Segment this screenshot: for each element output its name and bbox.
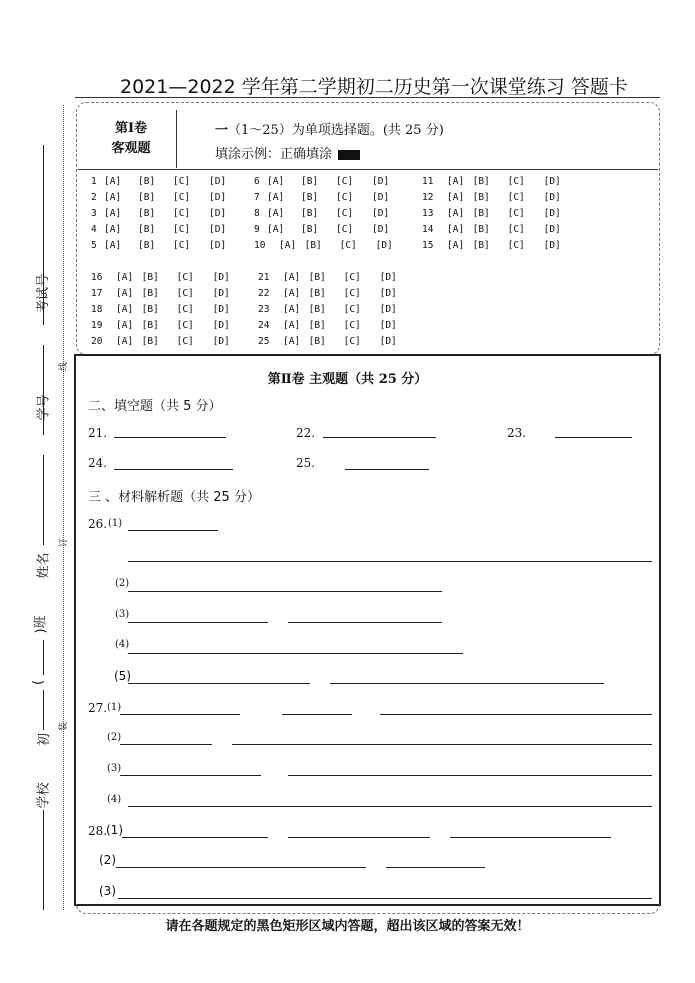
q27-sub4-label: (4) — [107, 794, 122, 805]
mc-option-bubble-c[interactable]: [C] — [507, 176, 525, 187]
mc-question-number: 17 — [91, 288, 103, 299]
exam-no-label: 考试号 — [36, 273, 52, 314]
mc-option-bubble-a[interactable]: [A] — [104, 192, 122, 203]
mc-option-bubble-a[interactable]: [A] — [283, 304, 301, 315]
mc-option-bubble-c[interactable]: [C] — [343, 272, 361, 283]
mc-option-bubble-d[interactable]: [D] — [212, 288, 230, 299]
q23-answer-line[interactable] — [555, 437, 632, 438]
fill-example — [215, 143, 360, 162]
mc-option-bubble-a[interactable]: [A] — [116, 288, 134, 299]
mc-option-bubble-a[interactable]: [A] — [283, 288, 301, 299]
q27-sub2-line-b[interactable] — [232, 744, 652, 745]
mc-option-bubble-b[interactable]: [B] — [141, 336, 159, 347]
footer-notice: 请在各题规定的黑色矩形区域内答题，超出该区域的答案无效！ — [165, 919, 530, 934]
q26-sub3-line-b[interactable] — [288, 622, 442, 623]
mc-option-bubble-b[interactable]: [B] — [138, 240, 156, 251]
mc-option-bubble-b[interactable]: [B] — [308, 336, 326, 347]
mc-question-number: 10 — [254, 240, 266, 251]
mc-question-number: 18 — [91, 304, 103, 315]
mc-question-number: 2 — [91, 192, 97, 203]
mc-option-bubble-b[interactable]: [B] — [308, 304, 326, 315]
q26-sub4-label: (4) — [115, 639, 130, 650]
mc-option-bubble-d[interactable]: [D] — [379, 336, 397, 347]
mc-option-bubble-c[interactable]: [C] — [176, 304, 194, 315]
mc-option-bubble-a[interactable]: [A] — [447, 176, 465, 187]
mc-option-bubble-d[interactable]: [D] — [209, 176, 227, 187]
mc-option-bubble-d[interactable]: [D] — [543, 192, 561, 203]
q22-answer-line[interactable] — [323, 437, 436, 438]
mc-option-bubble-b[interactable]: [B] — [301, 224, 319, 235]
mc-option-bubble-c[interactable]: [C] — [176, 336, 194, 347]
mc-option-bubble-a[interactable]: [A] — [116, 336, 134, 347]
q27-number: 27. — [88, 701, 108, 715]
section1-divider-vertical — [176, 110, 177, 168]
mc-option-bubble-a[interactable]: [A] — [447, 224, 465, 235]
seat-no-label: 学号 — [36, 394, 52, 421]
mc-option-bubble-c[interactable]: [C] — [336, 208, 354, 219]
q21-number: 21. — [88, 426, 108, 440]
mc-option-bubble-b[interactable]: [B] — [304, 240, 322, 251]
cut-mark-staple: 订 — [59, 537, 70, 548]
mc-question-number: 24 — [258, 320, 270, 331]
mc-option-bubble-a[interactable]: [A] — [283, 272, 301, 283]
q24-answer-line[interactable] — [114, 469, 233, 470]
mc-option-bubble-d[interactable]: [D] — [375, 240, 393, 251]
mc-option-bubble-b[interactable]: [B] — [308, 320, 326, 331]
mc-option-bubble-d[interactable]: [D] — [209, 192, 227, 203]
mc-option-bubble-b[interactable]: [B] — [138, 224, 156, 235]
mc-option-bubble-c[interactable]: [C] — [507, 224, 525, 235]
q28-sub1-line-c[interactable] — [450, 837, 611, 838]
section2-title: 第Ⅱ卷 主观题（共 25 分） — [267, 372, 428, 387]
q22-number: 22. — [296, 426, 316, 440]
q27-sub1-line-b[interactable] — [282, 714, 352, 715]
mc-option-bubble-b[interactable]: [B] — [301, 208, 319, 219]
q28-sub1-line-b[interactable] — [288, 837, 430, 838]
mc-option-bubble-b[interactable]: [B] — [472, 224, 490, 235]
grade-label: 初 — [37, 732, 53, 747]
mc-option-bubble-b[interactable]: [B] — [308, 288, 326, 299]
instruction-prefix: 一 — [215, 123, 229, 138]
class-line — [43, 640, 44, 675]
q28-sub2-label: (2) — [99, 853, 116, 867]
title-underline — [75, 97, 660, 98]
mc-option-bubble-d[interactable]: [D] — [543, 176, 561, 187]
q26-sub2-label: (2) — [115, 578, 130, 589]
mc-option-bubble-b[interactable]: [B] — [308, 272, 326, 283]
mc-option-bubble-b[interactable]: [B] — [138, 208, 156, 219]
mc-option-bubble-c[interactable]: [C] — [336, 176, 354, 187]
mc-option-bubble-d[interactable]: [D] — [543, 208, 561, 219]
mc-option-bubble-d[interactable]: [D] — [209, 224, 227, 235]
mc-question-number: 1 — [91, 176, 97, 187]
mc-option-bubble-b[interactable]: [B] — [141, 288, 159, 299]
mc-option-bubble-c[interactable]: [C] — [507, 192, 525, 203]
q28-sub3-label: (3) — [99, 884, 116, 898]
mc-option-bubble-c[interactable]: [C] — [176, 320, 194, 331]
mc-option-bubble-d[interactable]: [D] — [372, 176, 390, 187]
mc-question-number: 15 — [422, 240, 434, 251]
mc-option-bubble-a[interactable]: [A] — [104, 224, 122, 235]
fill-blank-heading: 二、填空题（共 5 分） — [88, 399, 222, 414]
mc-option-bubble-d[interactable]: [D] — [379, 272, 397, 283]
sheet-bottom-dashed-border — [76, 904, 660, 914]
mc-option-bubble-b[interactable]: [B] — [301, 192, 319, 203]
mc-option-bubble-a[interactable]: [A] — [116, 304, 134, 315]
mc-option-bubble-a[interactable]: [A] — [116, 320, 134, 331]
mc-option-bubble-a[interactable]: [A] — [279, 240, 297, 251]
mc-option-bubble-b[interactable]: [B] — [141, 320, 159, 331]
mc-question-number: 11 — [422, 176, 434, 187]
mc-option-bubble-a[interactable]: [A] — [104, 208, 122, 219]
mc-question-number: 6 — [254, 176, 260, 187]
mc-option-bubble-c[interactable]: [C] — [507, 208, 525, 219]
mc-option-bubble-b[interactable]: [B] — [472, 208, 490, 219]
mc-option-bubble-b[interactable]: [B] — [141, 304, 159, 315]
binding-dotted-line — [63, 105, 64, 910]
q27-sub3-line-a[interactable] — [120, 775, 261, 776]
q21-answer-line[interactable] — [114, 437, 226, 438]
filled-bubble-sample — [338, 150, 360, 160]
mc-option-bubble-a[interactable]: [A] — [283, 336, 301, 347]
mc-question-number: 3 — [91, 208, 97, 219]
mc-option-bubble-b[interactable]: [B] — [141, 272, 159, 283]
mc-option-bubble-c[interactable]: [C] — [343, 304, 361, 315]
mc-option-bubble-d[interactable]: [D] — [209, 208, 227, 219]
instruction-text: （1～25）为单项选择题。(共 25 分) — [228, 123, 444, 138]
mc-option-bubble-d[interactable]: [D] — [372, 208, 390, 219]
mc-option-bubble-d[interactable]: [D] — [212, 272, 230, 283]
mc-option-bubble-a[interactable]: [A] — [116, 272, 134, 283]
mc-question-number: 8 — [254, 208, 260, 219]
mc-option-bubble-b[interactable]: [B] — [472, 240, 490, 251]
mc-option-bubble-d[interactable]: [D] — [212, 320, 230, 331]
q24-number: 24. — [88, 456, 108, 470]
q26-sub1-label: (1) — [108, 518, 123, 529]
mc-option-bubble-c[interactable]: [C] — [343, 288, 361, 299]
mc-option-bubble-c[interactable]: [C] — [336, 192, 354, 203]
mc-option-bubble-b[interactable]: [B] — [301, 176, 319, 187]
material-analysis-heading: 三 、材料解析题（共 25 分） — [88, 490, 260, 505]
q26-sub5-label: (5) — [114, 669, 131, 683]
mc-question-number: 23 — [258, 304, 270, 315]
section1-label — [92, 119, 170, 159]
mc-option-bubble-a[interactable]: [A] — [447, 208, 465, 219]
q25-number: 25. — [296, 456, 316, 470]
q27-sub2-label: (2) — [107, 732, 122, 743]
mc-option-bubble-b[interactable]: [B] — [138, 192, 156, 203]
q26-sub3-label: (3) — [115, 609, 130, 620]
mc-option-bubble-a[interactable]: [A] — [447, 240, 465, 251]
q27-sub1-line-a[interactable] — [120, 714, 240, 715]
mc-option-bubble-d[interactable]: [D] — [372, 192, 390, 203]
q27-sub3-line-b[interactable] — [288, 775, 652, 776]
mc-question-number: 19 — [91, 320, 103, 331]
q28-number: 28. — [88, 824, 108, 838]
seat-no-line — [43, 345, 44, 435]
mc-question-number: 9 — [254, 224, 260, 235]
mc-question-number: 20 — [91, 336, 103, 347]
q27-sub1-label: (1) — [107, 702, 122, 713]
mc-option-bubble-c[interactable]: [C] — [173, 208, 191, 219]
name-label: 姓名 — [36, 552, 52, 579]
mc-question-number: 5 — [91, 240, 97, 251]
mc-question-number: 25 — [258, 336, 270, 347]
q27-sub1-line-c[interactable] — [380, 714, 652, 715]
mc-option-bubble-a[interactable]: [A] — [283, 320, 301, 331]
q26-sub1-line-b[interactable] — [128, 561, 652, 562]
name-line — [43, 455, 44, 545]
section1-instruction — [215, 119, 444, 138]
mc-question-number: 7 — [254, 192, 260, 203]
mc-option-bubble-c[interactable]: [C] — [343, 336, 361, 347]
mc-option-bubble-a[interactable]: [A] — [104, 240, 122, 251]
q26-sub5-line-a[interactable] — [128, 683, 310, 684]
q23-number: 23. — [507, 426, 527, 440]
q27-sub3-label: (3) — [107, 763, 122, 774]
mc-option-bubble-d[interactable]: [D] — [543, 224, 561, 235]
mc-option-bubble-d[interactable]: [D] — [379, 288, 397, 299]
mc-option-bubble-a[interactable]: [A] — [447, 192, 465, 203]
q26-sub3-line-a[interactable] — [128, 622, 268, 623]
school-line — [43, 810, 44, 910]
answer-sheet-title: 2021—2022 学年第二学期初二历史第一次课堂练习 答题卡 — [120, 76, 628, 98]
section1-divider-horizontal — [78, 169, 658, 170]
mc-option-bubble-a[interactable]: [A] — [267, 192, 285, 203]
mc-option-bubble-d[interactable]: [D] — [543, 240, 561, 251]
mc-option-bubble-c[interactable]: [C] — [176, 288, 194, 299]
mc-question-number: 12 — [422, 192, 434, 203]
q28-sub2-line-a[interactable] — [116, 867, 366, 868]
mc-option-bubble-c[interactable]: [C] — [343, 320, 361, 331]
q26-sub2-line[interactable] — [128, 591, 442, 592]
q26-sub5-line-b[interactable] — [330, 683, 604, 684]
mc-option-bubble-c[interactable]: [C] — [336, 224, 354, 235]
q28-sub1-label: (1) — [106, 823, 123, 837]
mc-option-bubble-a[interactable]: [A] — [267, 224, 285, 235]
q26-sub1-line-a[interactable] — [128, 530, 218, 531]
mc-option-bubble-b[interactable]: [B] — [472, 176, 490, 187]
mc-option-bubble-d[interactable]: [D] — [372, 224, 390, 235]
mc-question-number: 14 — [422, 224, 434, 235]
section1-label-line2: 客观题 — [111, 141, 151, 156]
mc-option-bubble-c[interactable]: [C] — [176, 272, 194, 283]
mc-option-bubble-d[interactable]: [D] — [379, 320, 397, 331]
mc-option-bubble-b[interactable]: [B] — [472, 192, 490, 203]
class-label: )班 — [33, 615, 49, 634]
mc-option-bubble-d[interactable]: [D] — [379, 304, 397, 315]
mc-option-bubble-a[interactable]: [A] — [267, 176, 285, 187]
mc-option-bubble-c[interactable]: [C] — [173, 176, 191, 187]
q27-sub2-line-a[interactable] — [120, 744, 212, 745]
q26-sub4-line[interactable] — [128, 653, 463, 654]
mc-option-bubble-d[interactable]: [D] — [212, 304, 230, 315]
cut-mark-line: 线 — [59, 361, 70, 372]
school-label: 学校 — [36, 782, 52, 809]
mc-option-bubble-c[interactable]: [C] — [507, 240, 525, 251]
mc-option-bubble-c[interactable]: [C] — [173, 192, 191, 203]
q26-number: 26. — [88, 517, 108, 531]
q25-answer-line[interactable] — [345, 469, 429, 470]
mc-question-number: 16 — [91, 272, 103, 283]
mc-option-bubble-c[interactable]: [C] — [339, 240, 357, 251]
fill-example-label: 填涂示例：正确填涂 — [215, 147, 333, 162]
mc-option-bubble-c[interactable]: [C] — [173, 224, 191, 235]
mc-question-number: 13 — [422, 208, 434, 219]
mc-option-bubble-a[interactable]: [A] — [104, 176, 122, 187]
mc-question-number: 4 — [91, 224, 97, 235]
mc-question-number: 22 — [258, 288, 270, 299]
mc-option-bubble-d[interactable]: [D] — [212, 336, 230, 347]
grade-line — [43, 690, 44, 730]
section1-label-line1: 第Ⅰ卷 — [114, 121, 148, 136]
mc-question-number: 21 — [258, 272, 270, 283]
q28-sub2-line-b[interactable] — [386, 867, 485, 868]
mc-option-bubble-d[interactable]: [D] — [209, 240, 227, 251]
q27-sub4-line[interactable] — [128, 806, 652, 807]
class-open-paren: ( — [31, 679, 47, 686]
q28-sub1-line-a[interactable] — [122, 837, 268, 838]
q28-sub3-line[interactable] — [118, 898, 652, 899]
mc-option-bubble-a[interactable]: [A] — [267, 208, 285, 219]
mc-option-bubble-b[interactable]: [B] — [138, 176, 156, 187]
cut-mark-bind: 装 — [59, 721, 70, 732]
mc-option-bubble-c[interactable]: [C] — [173, 240, 191, 251]
